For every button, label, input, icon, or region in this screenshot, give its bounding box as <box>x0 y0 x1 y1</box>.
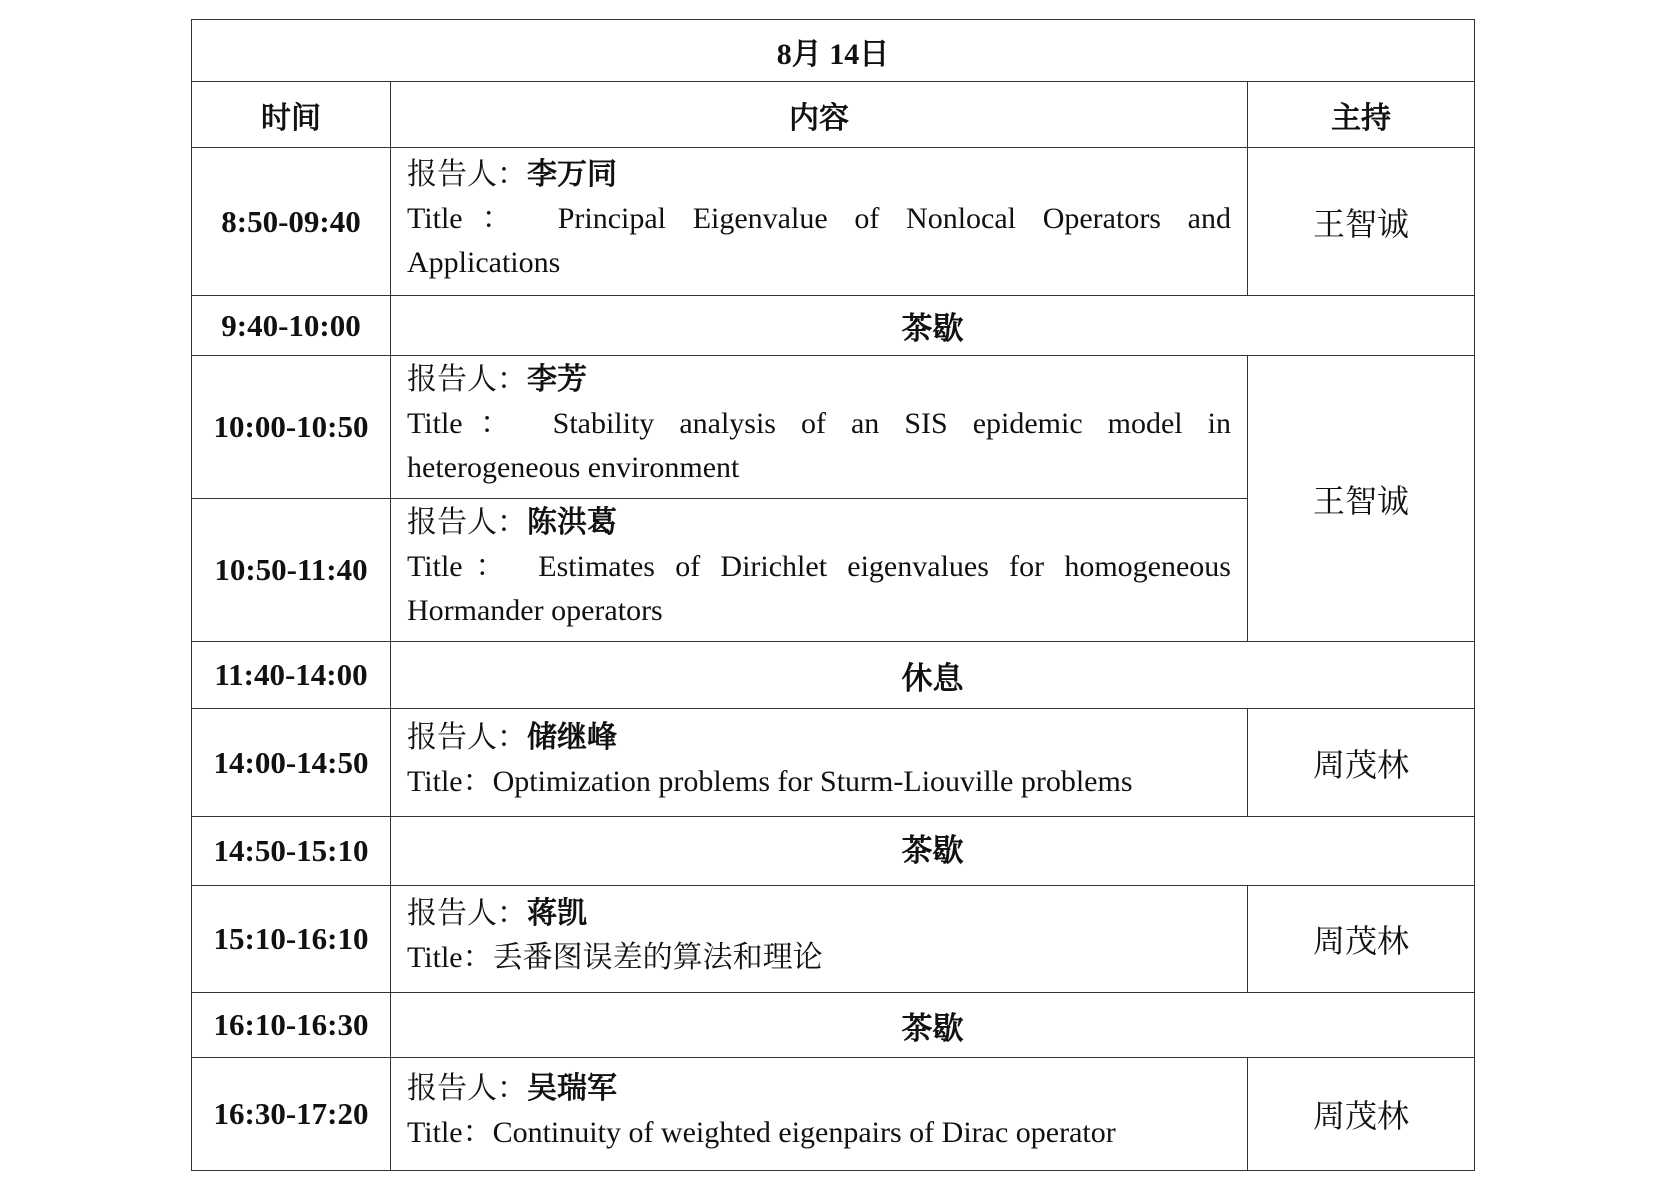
talk-cell <box>391 499 1248 642</box>
table-row <box>192 709 1475 817</box>
speaker-line <box>407 501 1231 545</box>
speaker-label: 报告人： <box>407 1072 527 1105</box>
speaker-name: 吴瑞军 <box>527 1072 617 1105</box>
header-time: 时间 <box>192 82 391 148</box>
table-row <box>192 642 1475 709</box>
talk-title: Title：丢番图误差的算法和理论 <box>407 941 823 974</box>
speaker-name: 李芳 <box>527 363 587 396</box>
speaker-label: 报告人： <box>407 157 527 191</box>
talk-cell <box>391 356 1248 499</box>
time-cell: 15:10-16:10 <box>192 886 391 993</box>
talk-cell <box>391 1058 1248 1171</box>
host-cell: 周茂林 <box>1248 1058 1475 1171</box>
table-row <box>192 148 1475 296</box>
break-cell: 茶歇 <box>391 993 1475 1058</box>
time-cell: 14:00-14:50 <box>192 709 391 817</box>
time-cell: 8:50-09:40 <box>192 148 391 296</box>
time-cell: 9:40-10:00 <box>192 296 391 356</box>
table-row <box>192 993 1475 1058</box>
speaker-line <box>407 892 1231 936</box>
table-row <box>192 296 1475 356</box>
time-cell: 11:40-14:00 <box>192 642 391 709</box>
talk-cell <box>391 886 1248 993</box>
talk-cell <box>391 148 1248 296</box>
talk-cell <box>391 709 1248 817</box>
host-cell: 周茂林 <box>1248 709 1475 817</box>
date-row <box>192 20 1475 82</box>
host-cell: 王智诚 <box>1248 356 1475 642</box>
speaker-name: 储继峰 <box>527 720 617 754</box>
time-cell: 14:50-15:10 <box>192 817 391 886</box>
table-row <box>192 886 1475 993</box>
host-cell: 王智诚 <box>1248 148 1475 296</box>
header-row <box>192 82 1475 148</box>
table-row <box>192 817 1475 886</box>
talk-title: Title： Stability analysis of an SIS epidemic model in heterogeneous environment <box>407 407 1231 484</box>
time-cell: 16:30-17:20 <box>192 1058 391 1171</box>
time-cell: 10:00-10:50 <box>192 356 391 499</box>
schedule-table <box>191 19 1475 1171</box>
break-cell: 茶歇 <box>391 817 1475 886</box>
host-cell: 周茂林 <box>1248 886 1475 993</box>
speaker-line <box>407 716 1231 760</box>
speaker-label: 报告人： <box>407 363 527 396</box>
header-host: 主持 <box>1248 82 1475 148</box>
talk-title: Title：Continuity of weighted eigenpairs of Dirac operator <box>407 1116 1116 1149</box>
speaker-line <box>407 1067 1231 1111</box>
time-cell: 16:10-16:30 <box>192 993 391 1058</box>
speaker-line <box>407 153 1231 197</box>
speaker-label: 报告人： <box>407 720 527 754</box>
break-cell: 茶歇 <box>391 296 1475 356</box>
break-cell: 休息 <box>391 642 1475 709</box>
speaker-label: 报告人： <box>407 897 527 930</box>
time-cell: 10:50-11:40 <box>192 499 391 642</box>
table-row <box>192 1058 1475 1171</box>
header-content: 内容 <box>391 82 1248 148</box>
table-row <box>192 356 1475 499</box>
speaker-label: 报告人： <box>407 506 527 539</box>
speaker-name: 李万同 <box>527 157 617 191</box>
speaker-name: 蒋凯 <box>527 897 587 930</box>
speaker-name: 陈洪葛 <box>527 506 617 539</box>
speaker-line <box>407 358 1231 402</box>
talk-title: Title： Estimates of Dirichlet eigenvalues for homogeneous Hormander operators <box>407 550 1231 627</box>
talk-title: Title：Optimization problems for Sturm-Liouville problems <box>407 764 1133 798</box>
talk-title: Title： Principal Eigenvalue of Nonlocal Operators and Applications <box>407 201 1231 279</box>
date-title: 8月 14日 <box>192 20 1475 82</box>
